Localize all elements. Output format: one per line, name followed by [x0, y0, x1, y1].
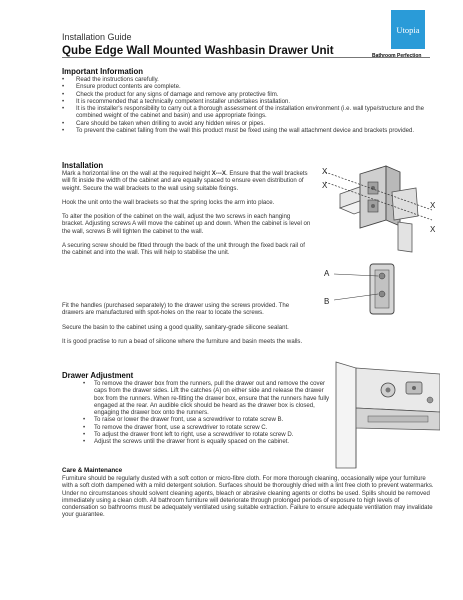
marker-x-label: X: [430, 201, 436, 210]
document-subtitle: Installation Guide: [62, 32, 132, 42]
list-item: • Check the product for any signs of damage and remove any protective film.: [62, 91, 436, 98]
list-item: • Care should be taken when drilling to avoid any hidden wires or pipes.: [62, 120, 436, 127]
important-heading: Important Information: [62, 67, 143, 76]
document-title: Qube Edge Wall Mounted Washbasin Drawer Unit: [62, 44, 334, 57]
drawer-adjustment-list: [62, 380, 330, 446]
screw-a-label: A: [324, 269, 330, 278]
marker-x-label: X: [322, 167, 328, 176]
important-section: [62, 67, 436, 134]
list-item: • To adjust the drawer front left to right, use a screwdriver to rotate screw D.: [83, 431, 330, 438]
installation-section-continued: [62, 302, 312, 352]
list-item: • Ensure product contents are complete.: [62, 83, 436, 90]
list-item: • To remove the drawer front, use a screwdriver to rotate screw C.: [83, 424, 330, 431]
wall-bracket-illustration: [320, 162, 440, 257]
installation-paragraph-5: Fit the handles (purchased separately) to the drawer using the screws provided. The drawers are manufactured with spot-holes on the rear to locate the screws.: [62, 302, 290, 317]
hanging-bracket-illustration: [320, 260, 410, 320]
installation-paragraph-2: Hook the unit onto the wall brackets so that the spring locks the arm into place.: [62, 198, 275, 206]
installation-paragraph-7: It is good practise to run a bead of silicone where the furniture and basin meets the walls.: [62, 337, 303, 345]
marker-x-label: X: [322, 181, 328, 190]
drawer-runner-illustration: [330, 360, 440, 470]
logo-text: Utopia: [396, 24, 420, 35]
care-paragraph: Furniture should be regularly dusted with a soft cotton or micro-fibre cloth. For more thorough cleaning, occasionally wipe your furniture with a soft cloth dampened with a mild detergent solution. Surfaces should be thoroughly dried with a lint free cloth to prevent watermarks. Under no circumstances should solvent cleaning agents, bleach or abrasive cleaning agents or cloths be used. Spills should be removed immediately using a clean cloth. All bathroom furniture will deteriorate through prolonged periods of exposure to high levels of condensation so bathrooms must be adequately ventilated using suitable extraction. Failure to ensure adequate ventilation may invalidate your guarantee.: [62, 475, 434, 519]
header-divider: [62, 57, 430, 58]
care-heading: Care & Maintenance: [62, 467, 123, 474]
list-item: • To prevent the cabinet falling from the wall this product must be fixed using the wall attachment device and brackets provided.: [62, 127, 436, 134]
installation-section: [62, 161, 312, 264]
list-item: • It is recommended that a technically competent installer undertakes installation.: [62, 98, 436, 105]
drawer-adjustment-section: [62, 371, 330, 446]
list-item: • To remove the drawer box from the runners, pull the drawer out and remove the cover caps from the drawer sides. Lift the catches (A) on either side and release the drawer box from the runners. When re-fitting the drawer box, ensure that the runners have fully engaged at the rear. An audible click should be heard as the drawer box is closed, engaging the drawer box onto the runners.: [83, 380, 330, 416]
installation-heading: Installation: [62, 161, 104, 170]
installation-paragraph-4: A securing screw should be fitted through the back of the unit through the fixed back rail of the cabinet and into the wall. This will help to stabilise the unit.: [62, 242, 305, 257]
list-item: • It is the installer's responsibility to carry out a thorough assessment of the installation environment (i.e. wall type/structure and the combined weight of the cabinet and basin) and use appropriate fixings.: [62, 105, 436, 120]
list-item: • Read the instructions carefully.: [62, 76, 436, 83]
screw-b-label: B: [324, 297, 330, 306]
important-list: [62, 76, 436, 134]
utopia-logo: [391, 10, 425, 49]
installation-paragraph-3: To alter the position of the cabinet on the wall, adjust the two screws in each hanging bracket. Adjusting screws A will move the cabinet up and down. When the cabinet is level on the wall, screws B will tighten the cabinet to the wall.: [62, 213, 311, 235]
marker-x-label: X: [430, 225, 436, 234]
document-header: [62, 32, 334, 58]
installation-paragraph-1: Mark a horizontal line on the wall at the required height X---X. Ensure that the wall brackets will fit inside the width of the cabinet and are equally spaced to ensure even distribution of weight. Secure the wall brackets to the wall using suitable fixings.: [62, 170, 308, 192]
drawer-adjustment-heading: Drawer Adjustment: [62, 371, 134, 380]
installation-paragraph-6: Secure the basin to the cabinet using a good quality, sanitary-grade silicone sealant.: [62, 323, 289, 331]
care-section: [62, 467, 436, 519]
height-marker: X---X: [211, 170, 226, 177]
list-item: • Adjust the screws until the drawer front is equally spaced on the cabinet.: [83, 438, 330, 445]
brand-tagline: Bathroom Perfection: [372, 53, 422, 59]
list-item: • To raise or lower the drawer front, use a screwdriver to rotate screw B.: [83, 416, 330, 423]
